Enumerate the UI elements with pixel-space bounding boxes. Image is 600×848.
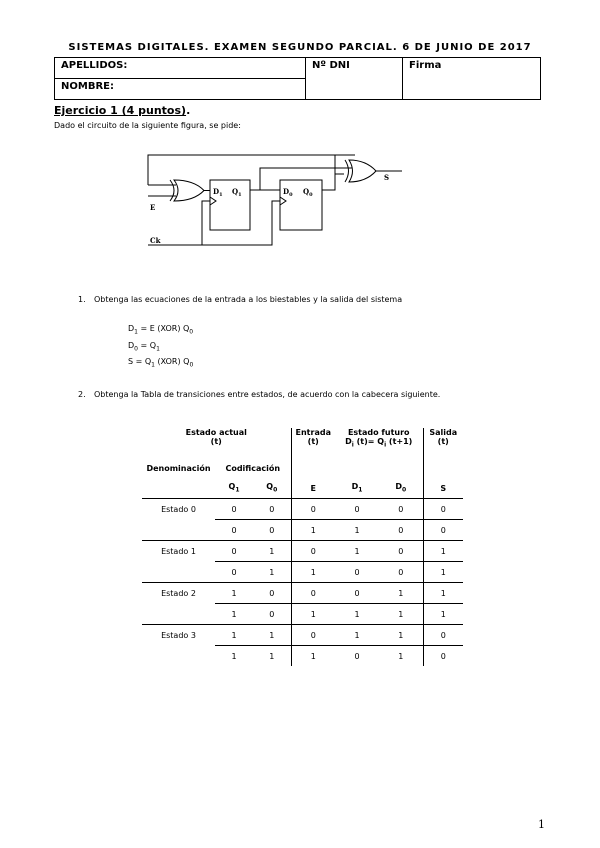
table-row <box>142 646 463 667</box>
equation-d0: $D_0 = Q_1$ <box>128 340 160 353</box>
cell-q1: 0 <box>215 499 253 520</box>
cell-e: 0 <box>291 499 335 520</box>
col-d0: $D_0$ <box>395 482 407 494</box>
ff1-d-label: $D_1$ <box>213 187 223 198</box>
clock-label: Ck <box>150 236 161 245</box>
col-d1: $D_1$ <box>351 482 363 494</box>
question-2 <box>78 390 440 399</box>
circuit-diagram <box>140 150 475 250</box>
dni-label: Nº DNI <box>312 60 350 71</box>
col-s: S <box>423 478 463 499</box>
cell-q0: 0 <box>253 583 291 604</box>
apellidos-field[interactable] <box>55 58 306 79</box>
table-row <box>142 625 463 646</box>
question-1 <box>78 295 402 304</box>
ff1-q-label: $Q_1$ <box>232 187 242 198</box>
equation-s: $S = Q_1$ (XOR) $Q_0$ <box>128 357 194 369</box>
col-e: E <box>291 478 335 499</box>
cell-q0: 1 <box>253 541 291 562</box>
col-q0: $Q_0$ <box>266 482 278 494</box>
cell-e: 0 <box>291 625 335 646</box>
col-q1: $Q_1$ <box>228 482 240 494</box>
firma-label: Firma <box>409 60 442 71</box>
header-estado-actual: Estado actual (t) <box>185 428 247 446</box>
cell-name <box>142 604 215 625</box>
student-id-box <box>54 57 541 100</box>
cell-name: Estado 3 <box>142 625 215 646</box>
cell-e: 1 <box>291 604 335 625</box>
header-codificacion: Codificación <box>225 463 281 473</box>
cell-d0: 1 <box>379 646 423 667</box>
cell-d0: 0 <box>379 541 423 562</box>
cell-name: Estado 0 <box>142 499 215 520</box>
cell-q0: 1 <box>253 562 291 583</box>
firma-field[interactable] <box>403 58 541 100</box>
cell-d1: 1 <box>335 625 379 646</box>
cell-q1: 1 <box>215 604 253 625</box>
e-input-label: E <box>150 203 156 212</box>
cell-e: 1 <box>291 562 335 583</box>
table-row <box>142 499 463 520</box>
cell-q1: 1 <box>215 646 253 667</box>
dni-field[interactable] <box>306 58 403 100</box>
cell-d0: 0 <box>379 520 423 541</box>
table-row <box>142 583 463 604</box>
header-entrada: Entrada (t) <box>291 428 335 458</box>
xor-gate-2 <box>345 160 349 182</box>
header-estado-futuro: Estado futuro $D_i$ $(t)= Q_i$ (t+1) <box>345 428 413 449</box>
exam-title: SISTEMAS DIGITALES. EXAMEN SEGUNDO PARCIAL. 6 DE JUNIO DE 2017 <box>68 42 532 53</box>
ff0-d-label: $D_0$ <box>283 187 293 198</box>
exercise-title <box>54 104 190 117</box>
clock-wire <box>148 201 280 245</box>
cell-d1: 1 <box>335 520 379 541</box>
exercise-intro: Dado el circuito de la siguiente figura, se pide: <box>54 121 241 130</box>
cell-e: 1 <box>291 646 335 667</box>
cell-d0: 1 <box>379 604 423 625</box>
cell-d1: 0 <box>335 562 379 583</box>
table-row <box>142 604 463 625</box>
cell-s: 1 <box>423 583 463 604</box>
question-2-text: Obtenga la Tabla de transiciones entre estados, de acuerdo con la cabecera siguiente. <box>94 390 441 399</box>
cell-q1: 0 <box>215 520 253 541</box>
cell-d1: 1 <box>335 541 379 562</box>
cell-e: 0 <box>291 541 335 562</box>
cell-s: 0 <box>423 499 463 520</box>
output-s-label: S <box>384 173 390 182</box>
cell-d1: 0 <box>335 583 379 604</box>
cell-q0: 0 <box>253 520 291 541</box>
cell-s: 0 <box>423 646 463 667</box>
cell-q1: 1 <box>215 625 253 646</box>
transition-table <box>142 428 463 666</box>
exercise-title-text: Ejercicio 1 (4 puntos) <box>54 104 187 117</box>
table-row <box>142 541 463 562</box>
cell-d0: 1 <box>379 625 423 646</box>
cell-d1: 0 <box>335 499 379 520</box>
nombre-label: NOMBRE: <box>61 81 114 92</box>
apellidos-label: APELLIDOS: <box>61 60 128 71</box>
cell-q1: 0 <box>215 541 253 562</box>
cell-name: Estado 1 <box>142 541 215 562</box>
cell-s: 1 <box>423 562 463 583</box>
cell-d1: 0 <box>335 646 379 667</box>
table-row <box>142 520 463 541</box>
ff0-q-label: $Q_0$ <box>303 187 313 198</box>
exercise-title-suffix: . <box>186 104 191 117</box>
page-number: 1 <box>538 818 545 831</box>
cell-name: Estado 2 <box>142 583 215 604</box>
cell-s: 1 <box>423 541 463 562</box>
xor-gate-1 <box>170 180 174 201</box>
cell-e: 0 <box>291 583 335 604</box>
cell-d0: 1 <box>379 583 423 604</box>
cell-s: 1 <box>423 604 463 625</box>
header-salida: Salida (t) <box>423 428 463 458</box>
cell-q0: 1 <box>253 625 291 646</box>
equations <box>128 322 193 372</box>
cell-d0: 0 <box>379 562 423 583</box>
question-1-text: Obtenga las ecuaciones de la entrada a los biestables y la salida del sistema <box>94 295 403 304</box>
cell-q1: 1 <box>215 583 253 604</box>
cell-q0: 0 <box>253 499 291 520</box>
cell-s: 0 <box>423 625 463 646</box>
table-row <box>142 562 463 583</box>
header-denominacion: Denominación <box>146 463 211 473</box>
cell-q1: 0 <box>215 562 253 583</box>
cell-name <box>142 646 215 667</box>
cell-q0: 0 <box>253 604 291 625</box>
cell-s: 0 <box>423 520 463 541</box>
question-1-number: 1. <box>78 295 86 304</box>
cell-e: 1 <box>291 520 335 541</box>
cell-d0: 0 <box>379 499 423 520</box>
equation-d1: $D_1 = E$ (XOR) $Q_0$ <box>128 324 194 336</box>
cell-d1: 1 <box>335 604 379 625</box>
question-2-number: 2. <box>78 390 86 399</box>
cell-q0: 1 <box>253 646 291 667</box>
cell-name <box>142 562 215 583</box>
cell-name <box>142 520 215 541</box>
nombre-field[interactable] <box>55 79 306 100</box>
